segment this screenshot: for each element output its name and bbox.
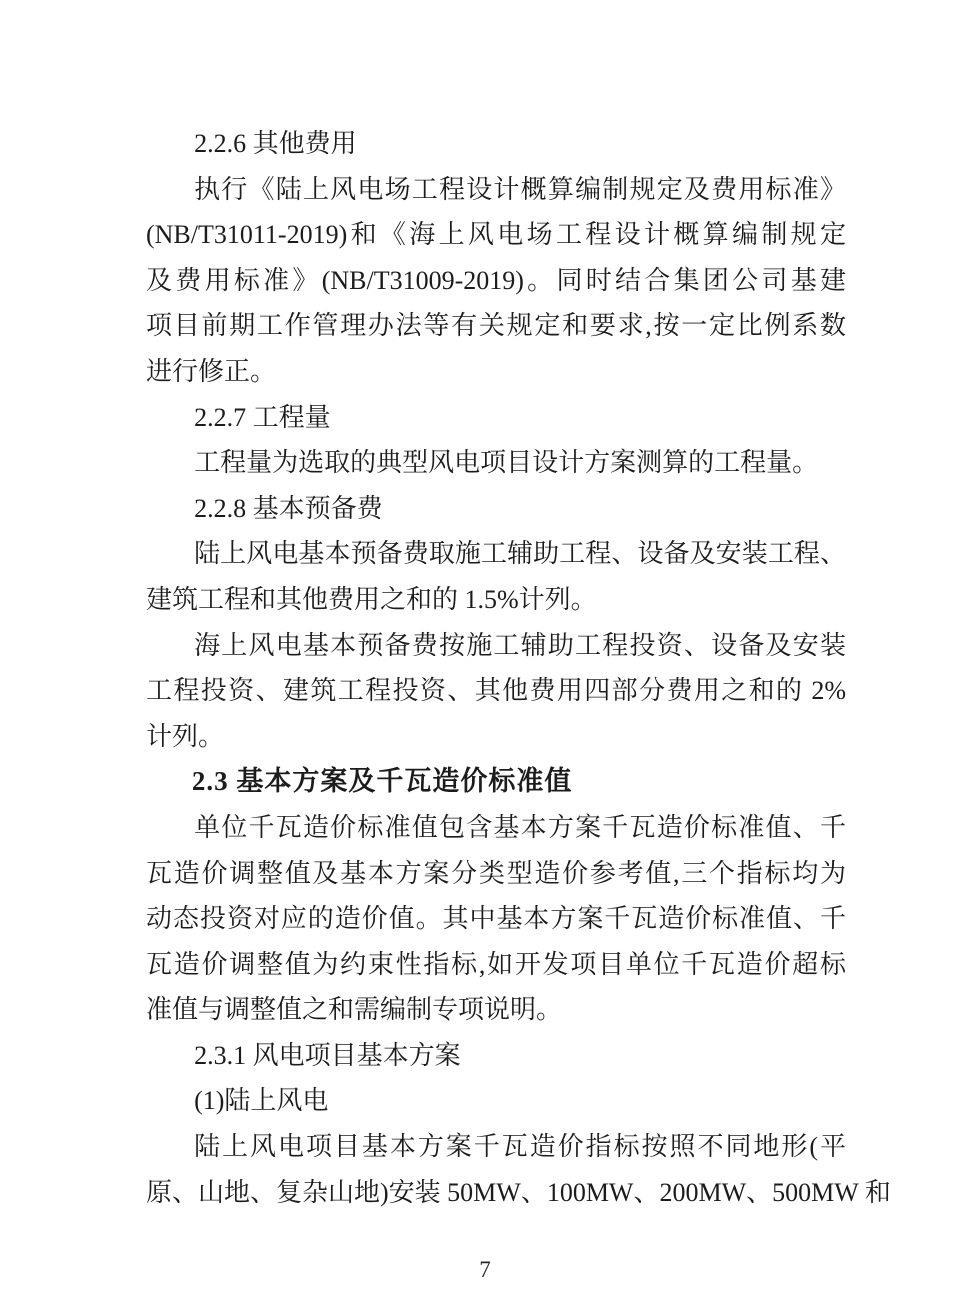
paragraph — [146, 167, 846, 395]
text-line: 原、山地、复杂山地)安装 50MW、100MW、200MW、500MW 和 — [146, 1177, 891, 1207]
text-line: 陆上风电项目基本方案千瓦造价指标按照不同地形(平 — [194, 1132, 846, 1162]
heading: 2.2.8 基本预备费 — [194, 493, 383, 523]
heading: 2.2.6 其他费用 — [194, 129, 357, 158]
text-line: (NB/T31011-2019)和《海上风电场工程设计概算编制规定 — [146, 220, 846, 250]
text-line: 工程量为选取的典型风电项目设计方案测算的工程量。 — [194, 448, 819, 478]
text-line: 计列。 — [146, 721, 225, 751]
text-line: 执行《陆上风电场工程设计概算编制规定及费用标准》 — [194, 174, 846, 204]
text-line: 陆上风电基本预备费取施工辅助工程、设备及安装工程、 — [194, 539, 846, 569]
section-heading: 2.3 基本方案及千瓦造价标准值 — [191, 766, 573, 797]
paragraph — [146, 531, 846, 622]
text-line: 单位千瓦造价标准值包含基本方案千瓦造价标准值、千 — [194, 812, 846, 842]
text-line: 进行修正。 — [146, 356, 277, 386]
text-line: 准值与调整值之和需编制专项说明。 — [146, 995, 563, 1025]
text-line: 工程投资、建筑工程投资、其他费用四部分费用之和的 2% — [146, 676, 846, 706]
paragraph — [146, 623, 846, 760]
text-line: 瓦造价调整值及基本方案分类型造价参考值,三个指标均为 — [146, 858, 846, 888]
paragraph — [146, 1124, 891, 1215]
text-line: 项目前期工作管理办法等有关规定和要求,按一定比例系数 — [146, 311, 846, 341]
text-line: 及费用标准》(NB/T31009-2019)。同时结合集团公司基建 — [146, 265, 846, 295]
heading: 2.2.7 工程量 — [194, 402, 331, 432]
paragraph — [146, 440, 846, 486]
paragraph — [146, 805, 846, 1033]
document-body — [146, 121, 891, 1215]
heading: (1)陆上风电 — [194, 1086, 329, 1116]
text-line: 海上风电基本预备费按施工辅助工程投资、设备及安装 — [194, 630, 846, 660]
text-line: 建筑工程和其他费用之和的 1.5%计列。 — [146, 584, 597, 614]
heading: 2.3.1 风电项目基本方案 — [194, 1040, 461, 1070]
page-number: 7 — [479, 1257, 491, 1282]
text-line: 瓦造价调整值为约束性指标,如开发项目单位千瓦造价超标 — [146, 949, 846, 979]
text-line: 动态投资对应的造价值。其中基本方案千瓦造价标准值、千 — [146, 904, 846, 934]
